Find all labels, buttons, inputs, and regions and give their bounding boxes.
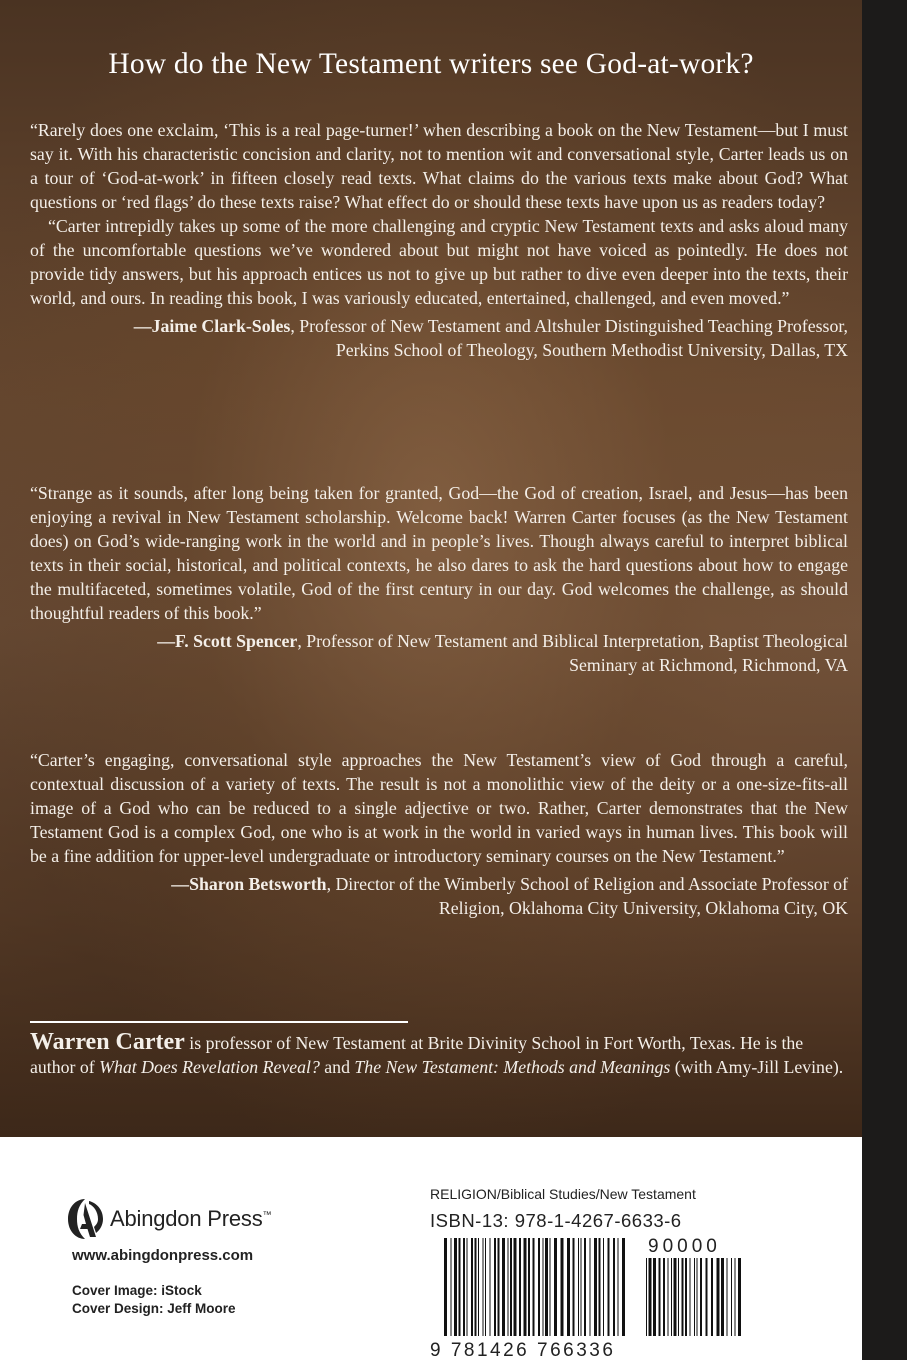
barcode-bar: [603, 1238, 604, 1336]
barcode-bar: [711, 1258, 713, 1336]
barcode-digits: 9 781426 766336: [430, 1340, 616, 1360]
addon-barcode-bars: [646, 1258, 741, 1336]
barcode-bar: [581, 1238, 582, 1336]
barcode-bar: [584, 1238, 586, 1336]
barcode-bar: [543, 1238, 544, 1336]
barcode-bar: [613, 1238, 615, 1336]
barcode-bar: [554, 1238, 557, 1336]
price-code: 90000: [648, 1238, 721, 1257]
barcode-bar: [514, 1238, 517, 1336]
barcode-bar: [671, 1258, 672, 1336]
isbn-label: ISBN-13: 978-1-4267-6633-6: [430, 1210, 682, 1231]
barcode-bar: [459, 1238, 461, 1336]
barcode-bar: [721, 1258, 724, 1336]
barcode-bar: [622, 1238, 625, 1336]
blurb-1: [30, 118, 848, 362]
barcode-bar: [738, 1258, 741, 1336]
blurb-1-attribution: [30, 314, 848, 362]
barcode-bar: [599, 1238, 601, 1336]
barcode-bar: [528, 1238, 530, 1336]
headline: How do the New Testament writers see God-at-work?: [108, 48, 754, 80]
bio-text-3: (with Amy-Jill Levine).: [670, 1057, 844, 1077]
author-name: Warren Carter: [30, 1029, 185, 1055]
bio-book-1: What Does Revelation Reveal?: [99, 1057, 320, 1077]
divider-rule: [30, 1021, 408, 1023]
barcode-bar: [663, 1258, 665, 1336]
cover-design-credit: Cover Design: Jeff Moore: [72, 1301, 236, 1316]
barcode-bar: [490, 1238, 491, 1336]
barcode-bar: [454, 1238, 457, 1336]
barcode-bar: [659, 1258, 661, 1336]
blurb-3-attribution: [30, 872, 848, 920]
blurb-3-paragraph-1: “Carter’s engaging, conversational style approaches the New Testament’s view of God through a careful, contextual discussion of a variety of texts. The result is not a monolithic view of the deity or a one-size-fits-all image of a God who can be reduced to a single adjective or two. Rather, Carter demonstrates that the New Testament God is a complex God, one who is at work in the world in varied ways in human lives. This book will be a fine addition for upper-level undergraduate or introductory seminary courses on the New Testament.”: [30, 750, 848, 866]
spine-edge: [862, 0, 907, 1360]
bio-book-2: The New Testament: Methods and Meanings: [354, 1057, 671, 1077]
blurb-3-author-affiliation: Religion, Oklahoma City University, Oklahoma City, OK: [438, 898, 848, 918]
blurb-2-author-title: , Professor of New Testament and Biblical Interpretation, Baptist Theological: [297, 631, 848, 651]
barcode-bar: [545, 1238, 548, 1336]
barcode-bar: [550, 1238, 551, 1336]
barcode-bar: [463, 1238, 465, 1336]
blurb-3-author-title: , Director of the Wimberly School of Religion and Associate Professor of: [326, 874, 848, 894]
blurb-3: [30, 748, 848, 920]
barcode-bar: [519, 1238, 521, 1336]
blurb-1-author-title: , Professor of New Testament and Altshuler Distinguished Teaching Professor,: [290, 316, 848, 336]
barcode-bar: [573, 1238, 575, 1336]
barcode-bar: [682, 1258, 684, 1336]
blurb-1-author-affiliation: Perkins School of Theology, Southern Methodist University, Dallas, TX: [335, 340, 848, 360]
main-barcode-bars: [444, 1238, 625, 1336]
publisher-name: [110, 1206, 271, 1232]
blurb-3-author: —Sharon Betsworth: [171, 874, 327, 894]
barcode-bar: [467, 1238, 468, 1336]
abingdon-logo-icon: [64, 1197, 106, 1241]
barcode-bar: [508, 1238, 509, 1336]
barcode-bar: [706, 1258, 708, 1336]
barcode-bar: [653, 1258, 656, 1336]
blurb-1-author: —Jaime Clark-Soles: [133, 316, 291, 336]
barcode-bar: [685, 1258, 687, 1336]
trademark-symbol: ™: [262, 1209, 272, 1220]
barcode-bar: [451, 1238, 452, 1336]
publisher-panel: [0, 1137, 862, 1360]
blurb-2-author: —F. Scott Spencer: [157, 631, 298, 651]
barcode-bar: [668, 1258, 669, 1336]
barcode-bar: [485, 1238, 486, 1336]
cover-image-credit: Cover Image: iStock: [72, 1283, 202, 1298]
barcode-bar: [494, 1238, 496, 1336]
category-label: RELIGION/Biblical Studies/New Testament: [430, 1186, 696, 1202]
barcode-bar: [444, 1238, 447, 1336]
barcode-bar: [697, 1258, 698, 1336]
barcode-bar: [478, 1238, 479, 1336]
barcode-bar: [590, 1238, 591, 1336]
blurb-1-paragraph-1: “Rarely does one exclaim, ‘This is a real page-turner!’ when describing a book on the New Testament—but I must say it. With his characteristic concision and clarity, not to mention wit and conversational style, Carter leads us on a tour of ‘God-at-work’ in fifteen closely read texts. What claims do the various texts make about God? What questions or ‘red flags’ do these texts raise? What effect do or should these texts have upon us as readers today?: [30, 120, 848, 212]
barcode-bar: [608, 1238, 610, 1336]
bio-text-2: and: [319, 1057, 355, 1077]
barcode-bar: [538, 1238, 540, 1336]
blurb-2-author-affiliation: Seminary at Richmond, Richmond, VA: [569, 655, 848, 675]
bio-text-1: is professor of New Testament at Brite Divinity School in Fort Worth, Texas. He is the author of: [30, 1033, 804, 1077]
barcode-bar: [561, 1238, 564, 1336]
barcode-bar: [475, 1238, 477, 1336]
barcode-bar: [567, 1238, 570, 1336]
publisher-url: www.abingdonpress.com: [72, 1247, 254, 1264]
barcode-bar: [533, 1238, 535, 1336]
blurb-2-paragraph-1: “Strange as it sounds, after long being taken for granted, God—the God of creation, Israel, and Jesus—has been enjoying a revival in New Testament scholarship. Welcome back! Warren Carter focuses (as the New Testament does) on God’s wide-ranging work in the world and in people’s lives. Though always careful to interpret biblical texts in their social, historical, and political contexts, he also dares to ask the hard questions about how to engage the multifaceted, sometimes volatile, God of the first century in our day. God welcomes the challenge, as should thoughtful readers of this book.”: [30, 483, 848, 623]
barcode-bar: [498, 1238, 500, 1336]
author-bio: [30, 1030, 848, 1079]
barcode-bar: [694, 1258, 695, 1336]
barcode-bar: [690, 1258, 691, 1336]
barcode-bar: [678, 1258, 679, 1336]
barcode-bar: [510, 1238, 512, 1336]
barcode-bar: [646, 1258, 647, 1336]
barcode-bar: [731, 1258, 732, 1336]
barcode-bar: [483, 1238, 484, 1336]
publisher-name-text: Abingdon Press: [110, 1206, 263, 1231]
barcode-bar: [674, 1258, 677, 1336]
barcode-bar: [700, 1258, 702, 1336]
barcode-bar: [502, 1238, 505, 1336]
barcode-bar: [471, 1238, 473, 1336]
barcode-bar: [594, 1238, 597, 1336]
barcode-bar: [578, 1238, 579, 1336]
barcode-bar: [524, 1238, 527, 1336]
barcode-bar: [649, 1258, 652, 1336]
barcode-bar: [717, 1258, 720, 1336]
barcode-bar: [735, 1258, 736, 1336]
blurb-2-attribution: [30, 629, 848, 677]
barcode-bar: [618, 1238, 619, 1336]
barcode-bar: [727, 1258, 728, 1336]
blurb-1-paragraph-2: “Carter intrepidly takes up some of the more challenging and cryptic New Testament texts and asks aloud many of the uncomfortable questions we’ve wondered about but might not have voiced as pointedly. He does not provide tidy answers, but his approach entices us not to give up but rather to dive even deeper into the texts, their world, and ours. In reading this book, I was variously educated, entertained, challenged, and even moved.”: [30, 216, 848, 308]
blurb-2: [30, 481, 848, 677]
publisher-logo: [64, 1197, 271, 1241]
barcode: [430, 1238, 750, 1360]
